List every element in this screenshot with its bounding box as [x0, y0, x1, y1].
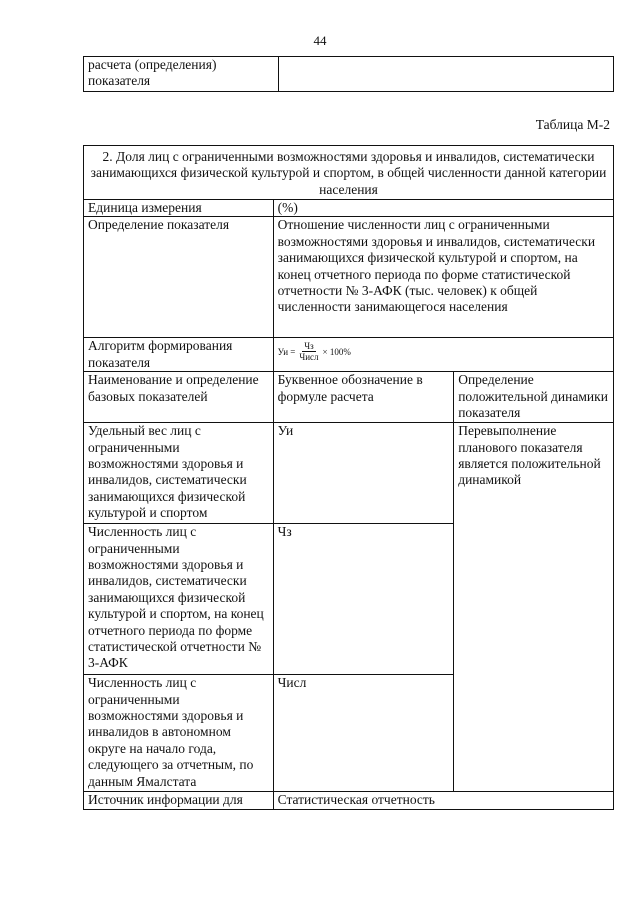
- label-cell: расчета (определения) показателя: [84, 57, 279, 92]
- table-row: [84, 338, 614, 372]
- table-row: [84, 200, 614, 217]
- table-row: [84, 423, 614, 524]
- algorithm-label: Алгоритм формирования показателя: [84, 338, 274, 372]
- header-symbol: Буквенное обозначение в формуле расчета: [273, 372, 454, 423]
- base-indicator-symbol: Уи: [273, 423, 454, 524]
- continuation-table: [83, 56, 614, 92]
- value-cell: [279, 57, 614, 92]
- table-title: 2. Доля лиц с ограниченными возможностями здоровья и инвалидов, систематически занимающихся физической культурой и спортом, в общей численности данной категории населения: [84, 146, 614, 200]
- formula-numerator: Чз: [304, 341, 314, 352]
- unit-label: Единица измерения: [84, 200, 274, 217]
- table-title-row: [84, 146, 614, 200]
- table-header-row: [84, 372, 614, 423]
- base-indicator-symbol: Чз: [273, 524, 454, 675]
- unit-value: (%): [273, 200, 613, 217]
- base-indicator-name: Численность лиц с ограниченными возможностями здоровья и инвалидов в автономном округе на начало года, следующего за отчетным, по данным Ямалстата: [84, 675, 274, 792]
- table-row: [84, 792, 614, 809]
- base-indicator-name: Численность лиц с ограниченными возможностями здоровья и инвалидов, систематически занимающихся физической культурой и спортом, на конец отчетного периода по форме статистической отчетности № 3-АФК: [84, 524, 274, 675]
- source-label: Источник информации для: [84, 792, 274, 809]
- formula-lhs: Уи =: [277, 346, 296, 357]
- indicator-table: [83, 145, 614, 810]
- formula-cell: [273, 338, 613, 372]
- table-row: [84, 57, 614, 92]
- page-number: 44: [313, 33, 327, 48]
- table-row: [84, 217, 614, 338]
- definition-value: Отношение численности лиц с ограниченными возможностями здоровья и инвалидов, систематически занимающихся физической культурой и спортом, на конец отчетного периода по форме статистической отчетности № 3-АФК (тыс. человек) к общей численности занимающегося населения: [273, 217, 613, 338]
- formula: [278, 338, 351, 362]
- formula-denominator: Числ: [299, 352, 319, 363]
- header-dynamics: Определение положительной динамики показателя: [454, 372, 614, 423]
- table-caption: Таблица М-2: [535, 117, 610, 132]
- formula-fraction: [297, 341, 320, 362]
- dynamics-cell: Перевыполнение планового показателя является положительной динамикой: [454, 423, 614, 792]
- formula-multiplier: × 100%: [322, 346, 351, 357]
- source-value: Статистическая отчетность: [273, 792, 613, 809]
- base-indicator-name: Удельный вес лиц с ограниченными возможностями здоровья и инвалидов, систематически занимающихся физической культурой и спортом: [84, 423, 274, 524]
- definition-label: Определение показателя: [84, 217, 274, 338]
- header-name: Наименование и определение базовых показателей: [84, 372, 274, 423]
- base-indicator-symbol: Числ: [273, 675, 454, 792]
